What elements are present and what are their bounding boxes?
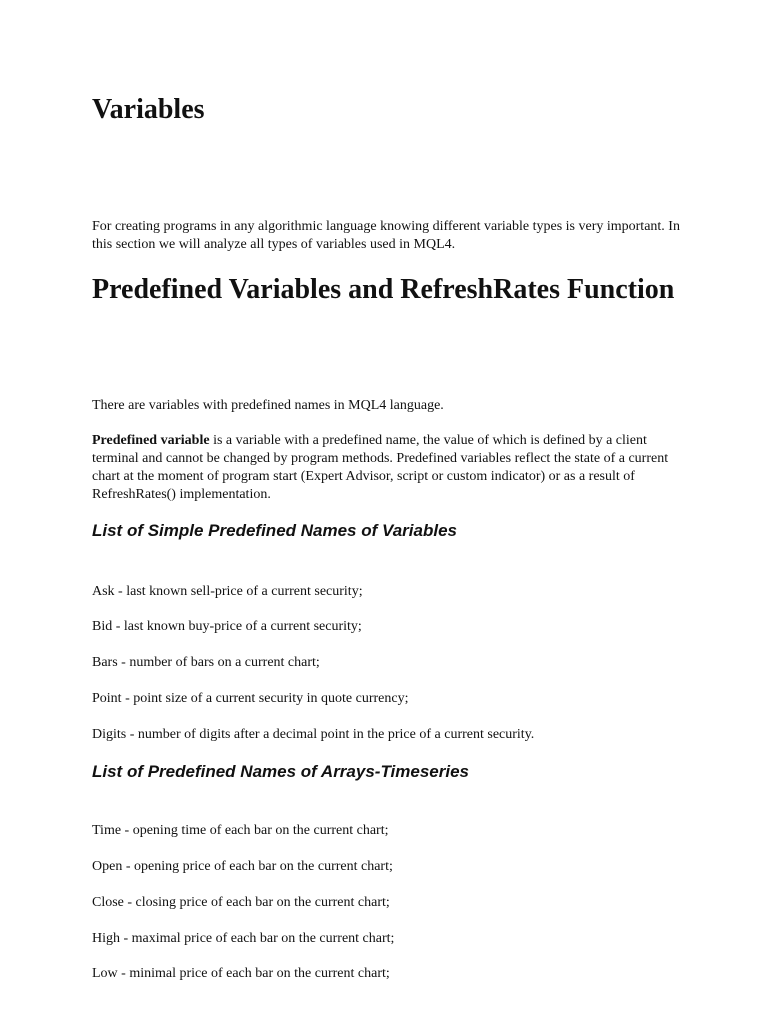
list-item: Bars - number of bars on a current chart; bbox=[92, 655, 320, 670]
definition-term: Predefined variable bbox=[92, 433, 210, 448]
page-title: Variables bbox=[92, 94, 205, 125]
definition-paragraph bbox=[92, 432, 692, 504]
list-item: High - maximal price of each bar on the current chart; bbox=[92, 931, 395, 946]
list-item: Digits - number of digits after a decimal point in the price of a current security. bbox=[92, 727, 535, 742]
list-item: Bid - last known buy-price of a current security; bbox=[92, 619, 362, 634]
definition-text: is a variable with a predefined name, the value of which is defined by a client terminal and cannot be changed by program methods. Predefined variables reflect the state of a current chart at the moment of program start (Expert Advisor, script or custom indicator) or as a result of RefreshRates() implementation. bbox=[92, 433, 669, 502]
list-item: Open - opening price of each bar on the current chart; bbox=[92, 859, 393, 874]
arrays-timeseries-heading: List of Predefined Names of Arrays-Timeseries bbox=[92, 762, 469, 781]
list-item: Close - closing price of each bar on the current chart; bbox=[92, 895, 390, 910]
simple-variables-heading: List of Simple Predefined Names of Variables bbox=[92, 521, 457, 540]
list-item: Low - minimal price of each bar on the current chart; bbox=[92, 966, 390, 981]
list-item: Time - opening time of each bar on the current chart; bbox=[92, 823, 389, 838]
list-item: Point - point size of a current security in quote currency; bbox=[92, 691, 409, 706]
section-title: Predefined Variables and RefreshRates Function bbox=[92, 274, 675, 305]
predefined-names-paragraph: There are variables with predefined names in MQL4 language. bbox=[92, 398, 444, 413]
intro-paragraph: For creating programs in any algorithmic language knowing different variable types is very important. In this section we will analyze all types of variables used in MQL4. bbox=[92, 219, 680, 252]
list-item: Ask - last known sell-price of a current security; bbox=[92, 584, 363, 599]
